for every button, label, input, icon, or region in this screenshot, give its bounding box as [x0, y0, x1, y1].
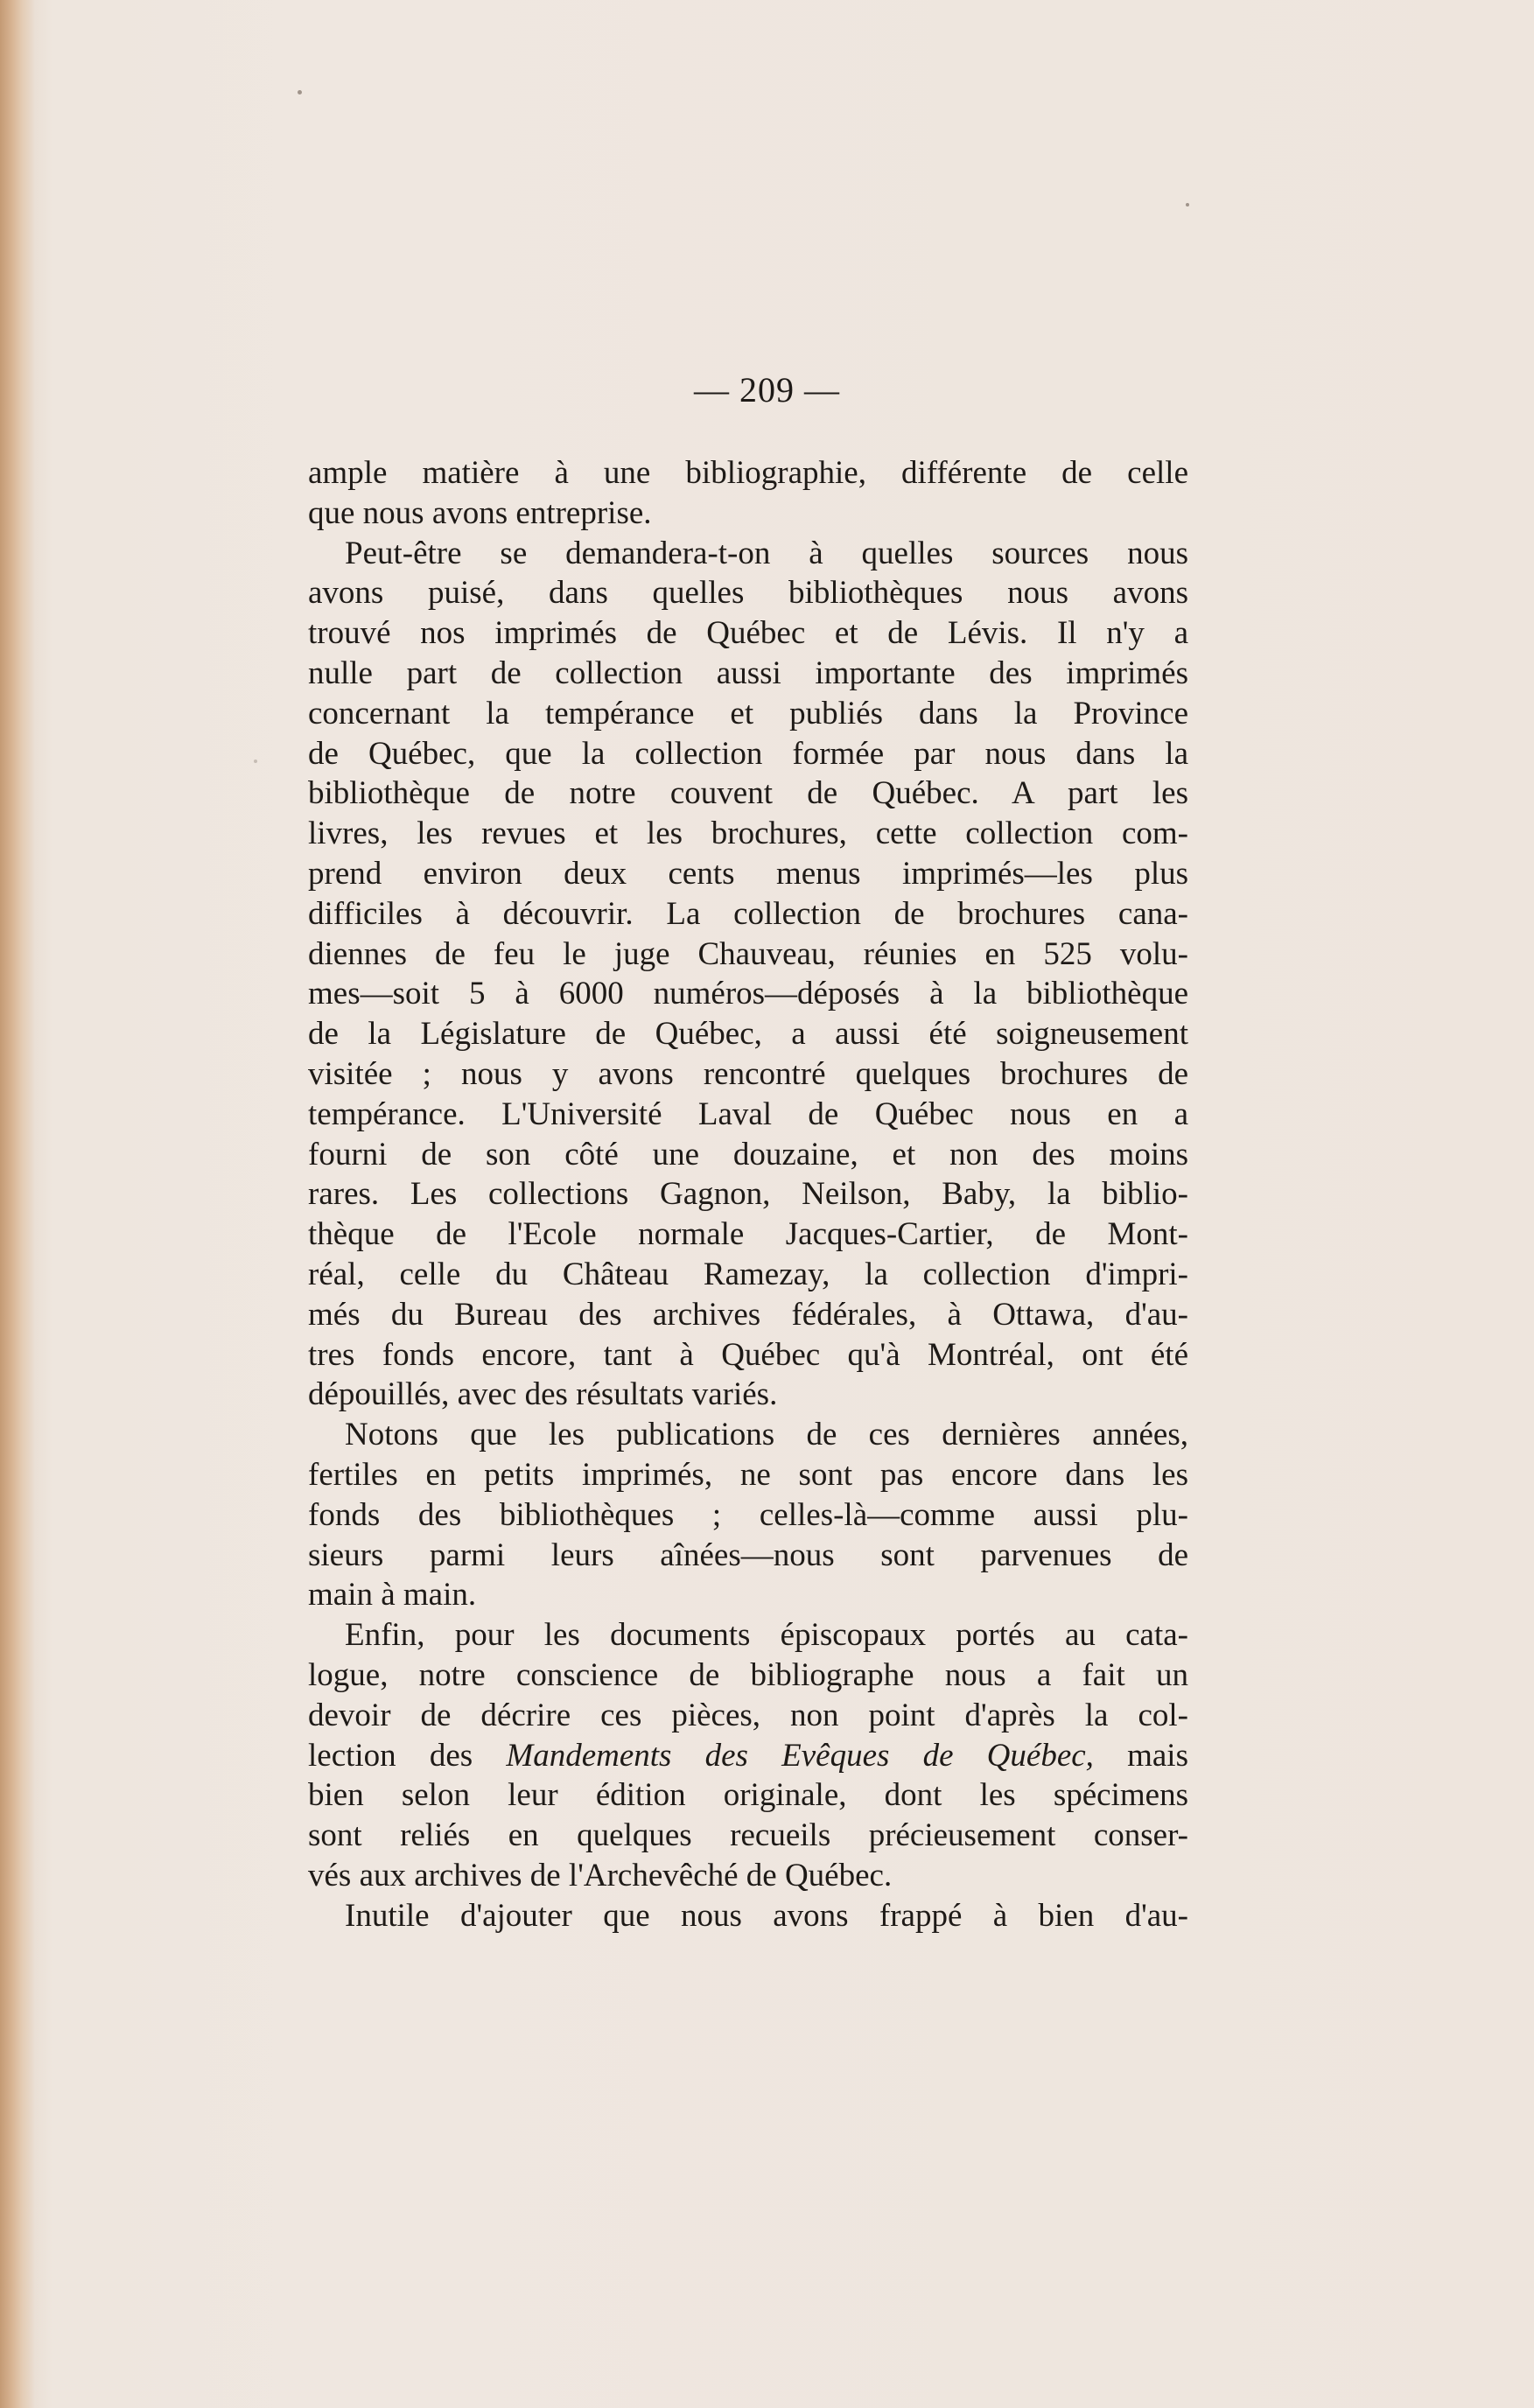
text-line: Inutile d'ajouter que nous avons frappé à bien d'au-: [345, 1897, 1188, 1934]
text-line: més du Bureau des archives fédérales, à Ottawa, d'au-: [308, 1296, 1188, 1333]
text-line: devoir de décrire ces pièces, non point d'après la col-: [308, 1697, 1188, 1733]
text-line: ample matière à une bibliographie, différente de celle: [308, 455, 1188, 491]
text-line: Notons que les publications de ces dernières années,: [345, 1417, 1188, 1453]
text-line: diennes de feu le juge Chauveau, réunies en 525 volu-: [308, 935, 1188, 972]
text-line: fonds des bibliothèques ; celles-là—comme aussi plu-: [308, 1496, 1188, 1533]
text-line: thèque de l'Ecole normale Jacques-Cartier, de Mont-: [308, 1216, 1188, 1253]
text-line: logue, notre conscience de bibliographe nous a fait un: [308, 1656, 1188, 1693]
paper-speck: [298, 90, 302, 94]
text-line: que nous avons entreprise.: [308, 494, 652, 531]
text-line: bien selon leur édition originale, dont les spécimens: [308, 1777, 1188, 1814]
text-line: fertiles en petits imprimés, ne sont pas encore dans les: [308, 1456, 1188, 1493]
text-line: Peut-être se demandera-t-on à quelles sources nous: [345, 535, 1188, 571]
text-line: tempérance. L'Université Laval de Québec nous en a: [308, 1096, 1188, 1132]
text-line: sont reliés en quelques recueils précieusement conser-: [308, 1817, 1188, 1854]
paper-speck: [1186, 203, 1189, 206]
text-line: tres fonds encore, tant à Québec qu'à Montréal, ont été: [308, 1336, 1188, 1373]
text-line: mes—soit 5 à 6000 numéros—déposés à la bibliothèque: [308, 976, 1188, 1012]
text-line: trouvé nos imprimés de Québec et de Lévis. Il n'y a: [308, 615, 1188, 652]
text-line: réal, celle du Château Ramezay, la collection d'impri-: [308, 1256, 1188, 1292]
text-line: de la Législature de Québec, a aussi été soigneusement: [308, 1016, 1188, 1053]
text-line: dépouillés, avec des résultats variés.: [308, 1376, 778, 1413]
page-number: — 209 —: [694, 370, 840, 410]
text-line: fourni de son côté une douzaine, et non des moins: [308, 1136, 1188, 1172]
text-line: vés aux archives de l'Archevêché de Québec.: [308, 1857, 893, 1894]
text-line: bibliothèque de notre couvent de Québec. A part les: [308, 775, 1188, 812]
body-text: [308, 453, 1188, 1936]
paper-speck: [254, 760, 257, 763]
text-line: sieurs parmi leurs aînées—nous sont parvenues de: [308, 1536, 1188, 1573]
text-line: Enfin, pour les documents épiscopaux portés au cata-: [345, 1617, 1188, 1654]
text-line: concernant la tempérance et publiés dans la Province: [308, 695, 1188, 732]
italic-title: Mandements des Evêques de Québec,: [506, 1737, 1094, 1774]
text-line: avons puisé, dans quelles bibliothèques nous avons: [308, 575, 1188, 612]
text-line: main à main.: [308, 1577, 477, 1614]
text-line: lection des Mandements des Evêques de Québec, mais: [308, 1737, 1188, 1774]
text-line: difficiles à découvrir. La collection de brochures cana-: [308, 895, 1188, 932]
text-line: prend environ deux cents menus imprimés—les plus: [308, 855, 1188, 892]
text-line: nulle part de collection aussi importante des imprimés: [308, 654, 1188, 691]
text-line: de Québec, que la collection formée par nous dans la: [308, 735, 1188, 772]
text-line: livres, les revues et les brochures, cette collection com-: [308, 816, 1188, 852]
text-line: rares. Les collections Gagnon, Neilson, Baby, la biblio-: [308, 1176, 1188, 1213]
page-gutter-shadow: [0, 0, 35, 2408]
text-line: visitée ; nous y avons rencontré quelques brochures de: [308, 1055, 1188, 1092]
